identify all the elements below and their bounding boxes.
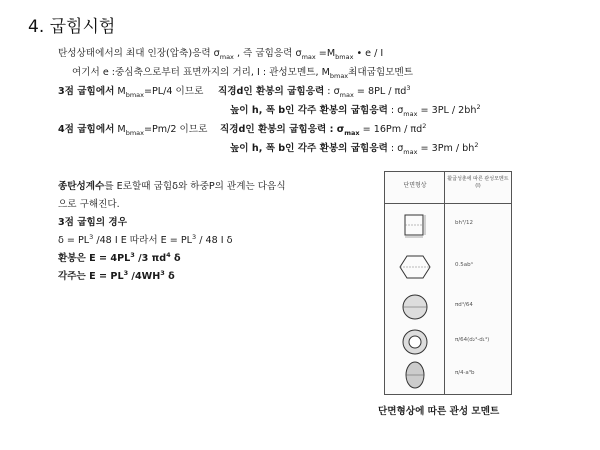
modulus-line2: 으로 구해진다. xyxy=(58,199,120,210)
three-point-rect-sup: 2 xyxy=(476,102,481,111)
delta-b: /48 I E 따라서 E = PL xyxy=(93,235,192,246)
three-point-m-sub: bmax xyxy=(125,90,144,99)
ellipse-moment: π/4·a³b xyxy=(455,370,475,376)
def-text-a: 탄성상태에서의 최대 인장(압축)응력 σ xyxy=(58,48,220,59)
three-point-rect-stress xyxy=(230,102,481,118)
three-point-rect-b: = 3PL / 2bh xyxy=(417,105,477,116)
figure-column-divider xyxy=(444,172,445,394)
four-point-round-b: = 16Pm / πd xyxy=(359,124,423,135)
four-point-rect-a: : σ xyxy=(387,143,404,154)
three-point-round-sub: max xyxy=(339,90,354,99)
square-bar-modulus xyxy=(58,268,175,283)
three-point-round-sup: 3 xyxy=(406,83,411,92)
delta-sup-a: 3 xyxy=(89,232,94,241)
delta-sup-b: 3 xyxy=(192,232,197,241)
three-point-m-rest: =PL/4 이므로 xyxy=(143,86,204,97)
def-sub-b: max xyxy=(301,52,316,61)
roundE-sup-b: 4 xyxy=(166,250,171,259)
figure-header-moment: 활굽성춘에 따른 관성모멘트(I) xyxy=(447,176,509,189)
four-point-round-sup: 2 xyxy=(422,121,427,130)
def-sub-a: max xyxy=(219,52,234,61)
four-point-rect-sup: 2 xyxy=(474,140,479,149)
three-point-case-heading: 3점 굽힘의 경우 xyxy=(58,217,127,228)
three-point-rect-a: : σ xyxy=(387,105,404,116)
roundE-c: δ xyxy=(170,253,181,264)
roundE-b: /3 πd xyxy=(134,253,167,264)
four-point-moment xyxy=(58,124,207,136)
modulus-text: 를 E로할때 굽힘δ와 하중P의 관계는 다음식 xyxy=(104,181,286,192)
four-point-rect-b: = 3Pm / bh xyxy=(417,143,475,154)
delta-a: δ = PL xyxy=(58,235,90,246)
rectangle-moment: bh³/12 xyxy=(455,220,474,226)
circle-moment: πd⁴/64 xyxy=(455,302,473,308)
three-point-rect-sub: max xyxy=(403,109,418,118)
def-text-b: , 즉 굽힘응력 σ xyxy=(233,48,302,59)
page-title: 4. 굽힘시험 xyxy=(28,17,116,37)
delta-c: / 48 I δ xyxy=(196,235,233,246)
moment-of-inertia-figure xyxy=(384,171,512,395)
three-point-round-b: = 8PL / πd xyxy=(353,86,407,97)
four-point-m: M xyxy=(114,124,126,135)
rectE-sup-a: 3 xyxy=(123,268,129,277)
three-point-label: 3점 굽힘에서 xyxy=(58,86,115,97)
rectE-sup-b: 3 xyxy=(160,268,165,277)
hexagon-section-icon xyxy=(393,252,437,282)
circle-section-icon xyxy=(393,292,437,322)
ellipse-section-icon xyxy=(393,360,437,390)
figure-caption: 단면형상에 따른 관성 모멘트 xyxy=(378,406,500,417)
def-sub-c: bmax xyxy=(335,52,354,61)
three-point-rect-label: 높이 h, 폭 b인 각주 환봉의 굽힘응력 xyxy=(230,105,388,116)
expl-text-b: 최대굽힘모멘트 xyxy=(348,67,414,78)
four-point-round-stress xyxy=(220,121,427,137)
def-text-c: =M xyxy=(315,48,336,59)
three-point-round-stress xyxy=(218,83,411,99)
variable-explanation xyxy=(72,67,413,79)
figure-header-shape: 단면형상 xyxy=(403,182,427,189)
rectE-a: 각주는 E = PL xyxy=(58,271,124,282)
rectangle-section-icon xyxy=(393,210,437,240)
rectE-b: /4WH xyxy=(128,271,161,282)
modulus-intro xyxy=(58,181,286,193)
four-point-round-label: 직경d인 환봉의 굽힘응력 : σ xyxy=(220,124,345,135)
four-point-m-sub: bmax xyxy=(125,128,144,137)
roundE-a: 환봉은 E = 4PL xyxy=(58,253,131,264)
hexagon-moment: 0.5ab⁴ xyxy=(455,262,473,268)
three-point-m: M xyxy=(114,86,126,97)
expl-text-a: 여기서 e :중심축으로부터 표면까지의 거리, I : 관성모멘트, M xyxy=(72,67,330,78)
hollow-circle-section-icon xyxy=(393,327,437,357)
def-text-d: • e / I xyxy=(353,48,384,59)
four-point-round-sub: max xyxy=(344,128,360,137)
four-point-label: 4점 굽힘에서 xyxy=(58,124,115,135)
three-point-moment xyxy=(58,86,203,98)
four-point-rect-label: 높이 h, 폭 b인 각주 환봉의 굽힘응력 xyxy=(230,143,388,154)
expl-sub-a: bmax xyxy=(329,71,349,80)
bending-stress-definition xyxy=(58,48,383,60)
four-point-m-rest: =Pm/2 이므로 xyxy=(143,124,208,135)
three-point-round-label: 직경d인 환봉의 굽힘응력 xyxy=(218,86,325,97)
four-point-rect-stress xyxy=(230,140,479,156)
round-bar-modulus xyxy=(58,250,181,265)
three-point-round-a: : σ xyxy=(324,86,340,97)
hollow-circle-moment: π/64(d₂⁴-d₁⁴) xyxy=(455,337,490,343)
roundE-sup-a: 3 xyxy=(130,250,135,259)
four-point-rect-sub: max xyxy=(403,147,418,156)
rectE-c: δ xyxy=(164,271,175,282)
deflection-formula xyxy=(58,232,233,247)
modulus-label: 종탄성계수 xyxy=(58,181,105,192)
